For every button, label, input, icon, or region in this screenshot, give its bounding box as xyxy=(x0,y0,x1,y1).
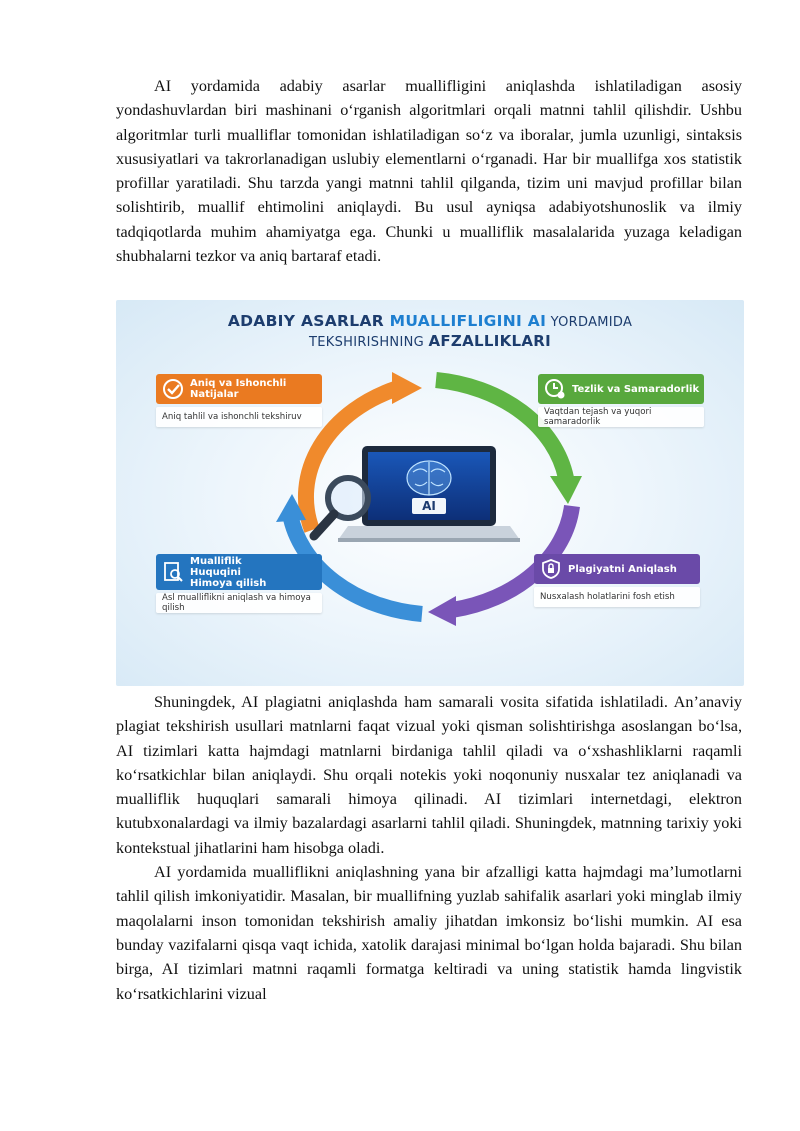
card-speed-efficiency xyxy=(538,374,704,427)
orange-arrowhead xyxy=(392,372,422,404)
card-title: Tezlik va Samaradorlik xyxy=(572,383,700,395)
card-title: Aniq va Ishonchli Natijalar xyxy=(190,378,287,400)
card-description: Asl mualliflikni aniqlash va himoya qilish xyxy=(156,593,322,613)
shield-lock-icon xyxy=(540,558,562,580)
clock-gear-icon xyxy=(544,378,566,400)
paragraph-group-continued xyxy=(116,690,742,1006)
brain-icon xyxy=(407,461,451,495)
document-search-icon xyxy=(162,561,184,583)
cycle-arrows-graphic xyxy=(116,300,744,686)
card-description: Nusxalash holatlarini fosh etish xyxy=(534,587,700,607)
figure-title: ADABIY ASARLAR MUALLIFLIGINI AI YORDAMIDA xyxy=(227,312,633,330)
card-copyright-protection xyxy=(156,554,322,613)
card-description: Vaqtdan tejash va yuqori samaradorlik xyxy=(538,407,704,427)
green-arrowhead xyxy=(550,476,582,504)
card-accurate-results xyxy=(156,374,322,427)
card-title: Mualliflik Huquqini Himoya qilish xyxy=(190,555,267,589)
paragraph-intro xyxy=(116,74,742,268)
figure-subtitle: TEKSHIRISHNING AFZALLIKLARI xyxy=(309,332,551,350)
card-description: Aniq tahlil va ishonchli tekshiruv xyxy=(156,407,322,427)
purple-arrowhead xyxy=(428,596,456,626)
checkmark-icon xyxy=(162,378,184,400)
laptop-ai-label: AI xyxy=(422,499,436,513)
card-plagiarism-detection xyxy=(534,554,700,607)
paragraph-text: AI yordamida adabiy asarlar muallifligini aniqlashda ishlatiladigan asosiy yondashuvlardan biri mashinani oʻrganish algoritmlari orqali matnni tahlil qilishdir. Ushbu algoritmlar turli mualliflar tomonidan ishlatiladigan soʻz va iboralar, jumla uzunligi, sintaksis xususiyatlari va takrorlanadigan uslubiy elementlarni oʻrganadi. Har bir muallifga xos statistik profillar yaratiladi. Shu tarzda yangi matnni tahlil qilganda, tizim uni mavjud profillar bilan solishtirib, muallif ehtimolini aniqlaydi. Bu usul ayniqsa adabiyotshunoslik va ilmiy tadqiqotlarda muhim ahamiyatga ega. Chunki u mualliflik masalalarida yuzaga keladigan shubhalarni tezkor va aniq bartaraf etadi. xyxy=(116,77,742,266)
paragraph-big-data: AI yordamida mualliflikni aniqlashning yana bir afzalligi katta hajmdagi ma’lumotlarni tahlil qilish imkoniyatidir. Masalan, bir muallifning yuzlab sahifalik asarlari yoki minglab ilmiy maqolalarni inson tomonidan tekshirish amaliy jihatdan imkonsiz boʻlishi mumkin. AI esa bunday vazifalarni qisqa vaqt ichida, xatolik darajasi minimal boʻlgan holda bajaradi. Shu bilan birga, AI tizimlari matnni raqamli formatga keltiradi va uning statistik hamda lingvistik koʻrsatkichlarini vizual xyxy=(116,863,742,1003)
infographic-figure xyxy=(116,300,744,686)
paragraph-plagiarism: Shuningdek, AI plagiatni aniqlashda ham samarali vosita sifatida ishlatiladi. An’anaviy plagiat tekshirish usullari matnlarni faqat vizual yoki qisman solishtirishga asoslangan boʻlsa, AI tizimlari katta hajmdagi matnlarni birdaniga tahlil qiladi va oʻxshashliklarni raqamli koʻrsatkichlar bilan aniqlaydi. Shu orqali notekis yoki noqonuniy nusxalar tez aniqlanadi va mualliflik huquqlari samarali himoya qilinadi. AI tizimlari internetdagi, elektron kutubxonalardagi va ilmiy bazalardagi asarlarni tahlil qiladi. Shuningdek, matnning tarixiy yoki kontekstual jihatlarini ham hisobga oladi. xyxy=(116,693,742,857)
card-title: Plagiyatni Aniqlash xyxy=(568,563,677,575)
